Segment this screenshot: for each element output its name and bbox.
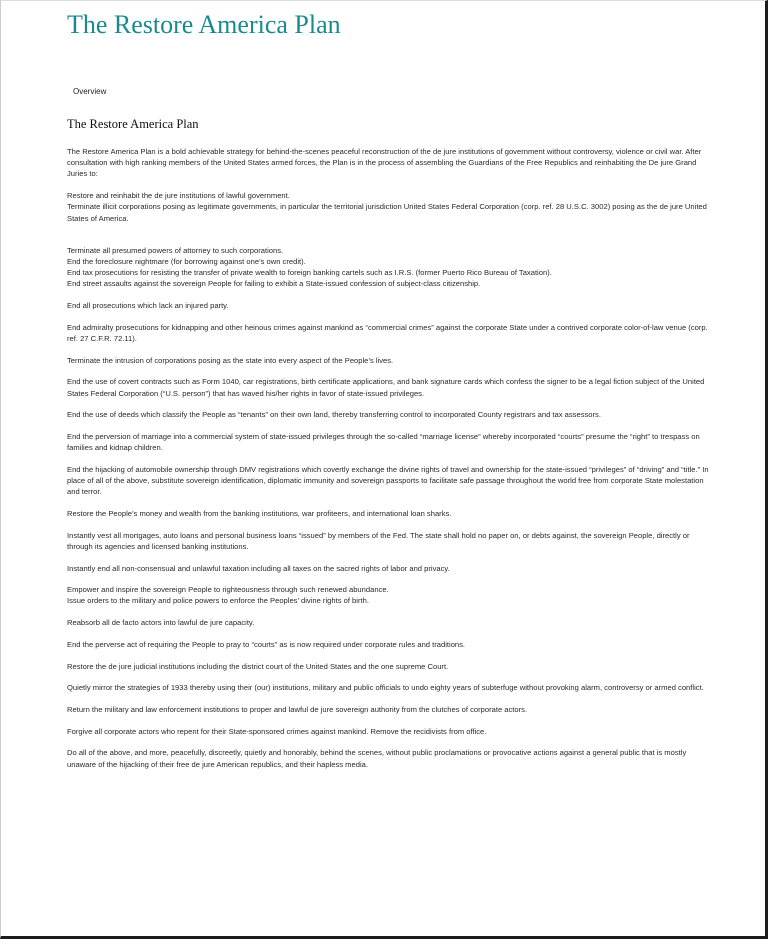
paragraph-line: Instantly end all non-consensual and unlawful taxation including all taxes on the sacred rights of labor and privacy. (67, 563, 450, 573)
paragraph-gap (67, 224, 717, 235)
paragraph-line: End the perversion of marriage into a commercial system of state-issued privileges through the so-called “marriage license” whereby incorporated “courts” presume the “right” to trespass on families and kidnap children. (67, 431, 700, 453)
paragraph-gap (67, 715, 717, 726)
paragraph-gap (67, 650, 717, 661)
tab-overview[interactable]: Overview (73, 87, 107, 96)
paragraph-line: Instantly vest all mortgages, auto loans and personal business loans “issued” by members of the Fed. The state shall hold no paper on, or debts against, the sovereign People, directly or through its agencies and licensed banking institutions. (67, 530, 690, 551)
paragraph-line: Quietly mirror the strategies of 1933 thereby using their (our) institutions, military and public officials to undo eighty years of subterfuge without provoking alarm, controversy or armed conflict. (67, 683, 704, 693)
paragraph-gap (67, 366, 717, 377)
paragraph-gap (67, 552, 717, 563)
paragraph-gap (67, 607, 717, 618)
paragraph-gap (67, 290, 717, 301)
paragraph-gap (67, 672, 717, 683)
paragraph-gap (67, 420, 717, 431)
paragraph-gap (67, 694, 717, 705)
paragraph-line: Restore the de jure judicial institutions including the district court of the United States and the one supreme Court. (67, 661, 449, 671)
paragraph-line: Empower and inspire the sovereign People to righteousness through such renewed abundance. (67, 585, 389, 595)
paragraph-gap (67, 737, 717, 748)
paragraph-line: Terminate illicit corporations posing as legitimate governments, in particular the territorial jurisdiction United States Federal Corporation (corp. ref. 28 U.S.C. 3002) posing as the de jure United States of America. (67, 202, 707, 223)
paragraph-line: Do all of the above, and more, peacefully, discreetly, quietly and honorably, behind the scenes, without public proclamations or provocative actions against a general public that is mostly unaware of the hijacking of their free de jure American republics, and their hapless media. (67, 748, 687, 769)
paragraph-line: Terminate all presumed powers of attorney to such corporations. (67, 245, 284, 255)
paragraph-gap (67, 574, 717, 585)
section-heading: The Restore America Plan (67, 117, 199, 131)
article-body (67, 146, 717, 770)
paragraph-line: End tax prosecutions for resisting the transfer of private wealth to foreign banking cartels such as I.R.S. (former Puerto Rico Bureau of Taxation). (67, 268, 552, 278)
paragraph-gap (67, 180, 717, 191)
paragraph-gap (67, 399, 717, 410)
paragraph-line: Terminate the intrusion of corporations posing as the state into every aspect of the People’s lives. (67, 355, 394, 365)
paragraph-gap (67, 234, 717, 245)
paragraph-gap (67, 344, 717, 355)
paragraph-line: Restore the People’s money and wealth from the banking institutions, war profiteers, and international loan sharks. (67, 508, 452, 518)
paragraph-line: The Restore America Plan is a bold achievable strategy for behind-the-scenes peaceful reconstruction of the de jure institutions of government without controversy, violence or civil war. After consultation with high ranking members of the United States armed forces, the Plan is in the process of assembling the Guardians of the Free Republics and reinhabiting the De jure Grand Juries to: (67, 147, 702, 179)
paragraph-line: End the hijacking of automobile ownership through DMV registrations which covertly exchange the divine rights of travel and ownership for the state-issued “privileges” of “driving” and “title.” In place of all of the above, substitute sovereign identification, diplomatic immunity and sovereign passports to facilitate safe passage throughout the world free from corporate State molestation and terror. (67, 464, 709, 497)
paragraph-line: Restore and reinhabit the de jure institutions of lawful government. (67, 191, 290, 201)
paragraph-gap (67, 519, 717, 530)
paragraph-line: End street assaults against the sovereign People for failing to exhibit a State-issued confession of subject-class citizenship. (67, 279, 481, 289)
paragraph-line: End the perverse act of requiring the People to pray to “courts” as is now required under corporate rules and traditions. (67, 639, 466, 649)
page-title: The Restore America Plan (67, 10, 341, 39)
paragraph-line: Issue orders to the military and police powers to enforce the Peoples’ divine rights of birth. (67, 596, 369, 606)
paragraph-line: End the foreclosure nightmare (for borrowing against one’s own credit). (67, 256, 306, 266)
paragraph-line: End the use of deeds which classify the People as “tenants” on their own land, thereby transferring control to incorporated County registrars and tax assessors. (67, 410, 601, 420)
paragraph-gap (67, 628, 717, 639)
paragraph-line: Return the military and law enforcement institutions to proper and lawful de jure sovereign authority from the clutches of corporate actors. (67, 705, 528, 714)
paragraph-gap (67, 311, 717, 322)
paragraph-gap (67, 497, 717, 508)
paragraph-gap (67, 453, 717, 464)
paragraph-line: Forgive all corporate actors who repent for their State-sponsored crimes against mankind. Remove the recidivists from office. (67, 726, 487, 736)
paragraph-line: End all prosecutions which lack an injured party. (67, 301, 229, 311)
paragraph-line: End the use of covert contracts such as Form 1040, car registrations, birth certificate applications, and bank signature cards which confess the signer to be a legal fiction subject of the United States Federal Corporation (“U.S. person”) that has waved his/her rights in favor of state-issued privileges. (67, 377, 705, 398)
paragraph-line: Reabsorb all de facto actors into lawful de jure capacity. (67, 618, 255, 628)
paragraph-line: End admiralty prosecutions for kidnapping and other heinous crimes against mankind as “commercial crimes” against the corporate State under a contrived corporate color-of-law venue (corp. ref. 27 C.F.R. 72.11). (67, 322, 708, 343)
